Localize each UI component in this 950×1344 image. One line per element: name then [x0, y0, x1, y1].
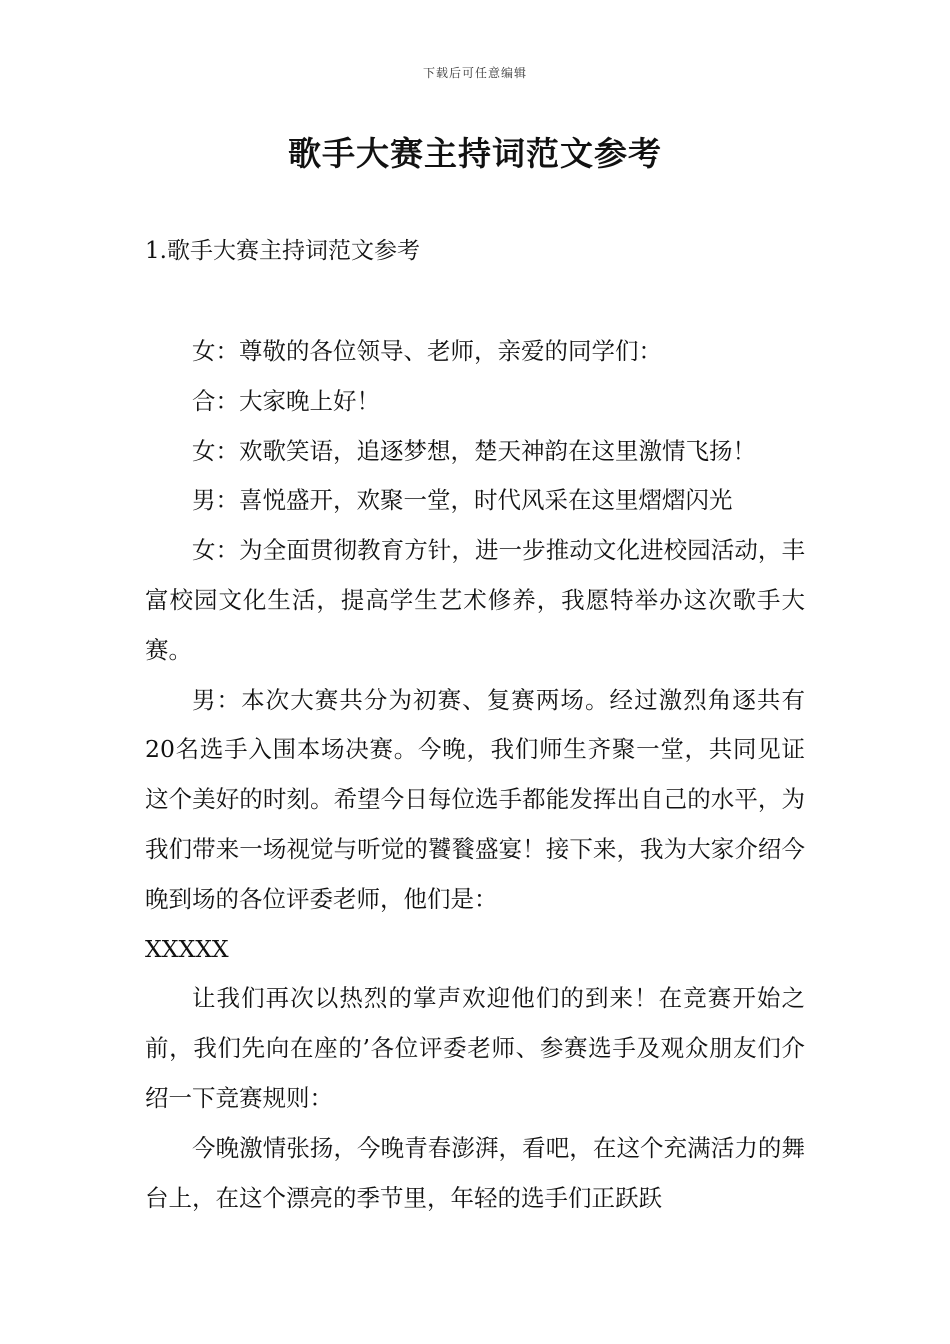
header-note: 下载后可任意编辑 [422, 66, 527, 80]
paragraph: 男：喜悦盛开，欢聚一堂，时代风采在这里熠熠闪光 [192, 486, 733, 515]
paragraph: XXXXX [145, 934, 229, 963]
paragraph: 女：尊敬的各位领导、老师，亲爱的同学们： [192, 337, 662, 365]
paragraph: 让我们再次以热烈的掌声欢迎他们的到来！在竞赛开始之前，我们先向在座的’各位评委老师、参赛选手及观众朋友们介绍一下竞赛规则： [145, 984, 805, 1112]
paragraph: 女：欢歌笑语，追逐梦想，楚天神韵在这里激情飞扬！ [192, 436, 756, 465]
document-title: 歌手大赛主持词范文参考 [288, 134, 662, 173]
paragraph: 女：为全面贯彻教育方针，进一步推动文化进校园活动，丰富校园文化生活，提高学生艺术修养，我愿特举办这次歌手大赛。 [145, 536, 805, 664]
body-text [145, 327, 805, 1223]
paragraph: 合：大家晚上好！ [192, 386, 380, 415]
paragraph: 男：本次大赛共分为初赛、复赛两场。经过激烈角逐共有20名选手入围本场决赛。今晚，我们师生齐聚一堂，共同见证这个美好的时刻。希望今日每位选手都能发挥出自己的水平，为我们带来一场视觉与听觉的饕餮盛宴！接下来，我为大家介绍今晚到场的各位评委老师，他们是： [145, 685, 805, 913]
paragraph: 今晚激情张扬，今晚青春澎湃，看吧，在这个充满活力的舞台上，在这个漂亮的季节里，年轻的选手们正跃跃 [145, 1133, 805, 1212]
section-heading: 1.歌手大赛主持词范文参考 [145, 238, 420, 264]
